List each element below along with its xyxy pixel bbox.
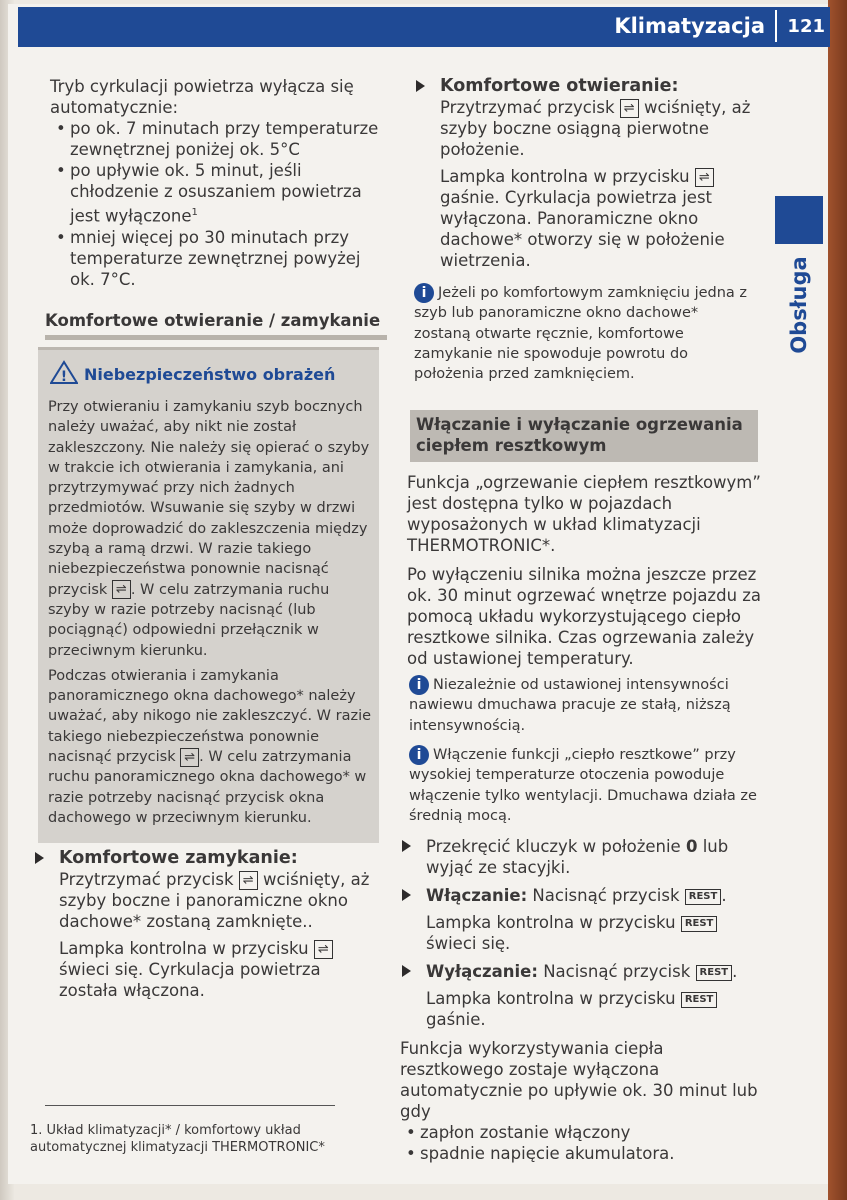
page-edge-strip <box>828 0 847 1200</box>
page-section-title: Klimatyzacja <box>614 14 765 38</box>
comfort-close-label: Komfortowe zamykanie: <box>59 848 298 868</box>
page-number: 121 <box>787 16 825 37</box>
footnote: 1. Układ klimatyzacji* / komfortowy układ automatycznej klimatyzacji THERMOTRONIC* <box>30 1123 325 1155</box>
list-item: • po upływie ok. 5 minut, jeśli chłodzenie z osuszaniem powietrza jest wyłączone$^1$ <box>50 160 385 227</box>
info-note-comfort: i Jeżeli po komfortowym zamknięciu jedna z szyb lub panoramiczne okno dachowe* zostaną otwarte ręcznie, komfortowe zamykanie nie spowoduje powrotu do położenia przed zamknięciem. <box>414 285 748 383</box>
warning-text-block <box>48 397 373 828</box>
switch-on-label: Włączanie: <box>426 886 528 905</box>
footnote-divider <box>45 1105 335 1106</box>
residual-heat-block <box>407 472 762 669</box>
intro-text: Tryb cyrkulacji powietrza wyłącza się automatycznie: <box>50 77 354 117</box>
side-tab-marker <box>775 196 823 244</box>
side-tab-label: Obsługa <box>787 256 811 354</box>
list-item: • spadnie napięcie akumulatora. <box>400 1143 760 1164</box>
list-item: • zapłon zostanie włączony <box>400 1122 760 1143</box>
comfort-close-block <box>33 848 383 1001</box>
comfort-open-step <box>414 76 764 271</box>
section-heading: Włączanie i wyłączanie ogrzewania ciepłem resztkowym <box>416 415 743 455</box>
switch-off-lamp-text: Lampka kontrolna w przycisku REST gaśnie. <box>426 988 760 1030</box>
rest-button-icon: REST <box>681 916 718 932</box>
comfort-close-text: Przytrzymać przycisk ⇌ wciśnięty, aż szyby boczne i panoramiczne okno dachowe* zostaną zamknięte.. <box>59 870 370 931</box>
list-item: • po ok. 7 minutach przy temperaturze zewnętrznej poniżej ok. 5°C <box>50 118 385 160</box>
auto-off-text: Funkcja wykorzystywania ciepła resztkowego zostaje wyłączona automatycznie po upływie ok. 30 minut lub gdy <box>400 1039 758 1121</box>
car-button-icon: ⇌ <box>112 580 131 599</box>
rest-button-icon: REST <box>681 992 718 1008</box>
left-intro-block <box>50 76 385 290</box>
arrow-right-icon <box>402 965 411 977</box>
rest-button-icon: REST <box>685 889 722 905</box>
arrow-right-icon <box>402 889 411 901</box>
comfort-open-block <box>414 76 764 271</box>
info-icon: i <box>409 745 429 765</box>
residual-heat-steps <box>400 836 760 1164</box>
header-separator <box>775 10 777 42</box>
switch-on-lamp-text: Lampka kontrolna w przycisku REST świeci się. <box>426 912 760 954</box>
list-item: • mniej więcej po 30 minutach przy temperaturze zewnętrznej powyżej ok. 7°C. <box>50 227 385 290</box>
car-button-icon: ⇌ <box>695 168 714 187</box>
info-icon: i <box>409 675 429 695</box>
warning-paragraph: Przy otwieraniu i zamykaniu szyb bocznych należy uważać, aby nikt nie został zakleszczony. Nie należy się opierać o szyby w trakcie ich otwierania i zamykania, ani przytrzymywać przy nich żadnych przedmiotów. Wsuwanie się szyby w drzwi może doprowadzić do zakleszczenia między szybą a ramą drzwi. W razie takiego niebezpieczeństwa ponownie nacisnąć przycisk ⇌ . W celu zatrzymania ruchu szyby w razie potrzeby nacisnąć (lub pociągnąć) odpowiedni przełącznik w przeciwnym kierunku. <box>48 399 370 659</box>
switch-off-label: Wyłączanie: <box>426 962 538 981</box>
key-step: Przekręcić kluczyk w położenie 0 lub wyjąć ze stacyjki. <box>400 836 760 878</box>
comfort-close-step <box>33 848 383 1001</box>
comfort-close-lamp-text: Lampka kontrolna w przycisku ⇌ świeci się. Cyrkulacja powietrza została włączona. <box>59 938 383 1001</box>
comfort-subheading: Komfortowe otwieranie / zamykanie <box>45 310 387 340</box>
info-note-ventilation: i Włączenie funkcji „ciepło resztkowe” przy wysokiej temperaturze otoczenia powoduje włączenie tylko wentylacji. Dmuchawa działa ze średnią mocą. <box>409 747 757 824</box>
comfort-open-lamp-text: Lampka kontrolna w przycisku ⇌ gaśnie. Cyrkulacja powietrza jest wyłączona. Panoramiczne okno dachowe* otworzy się w położenie wietrzenia. <box>440 167 725 270</box>
intro-bullet-list <box>50 118 385 290</box>
info-icon: i <box>414 283 434 303</box>
comfort-open-label: Komfortowe otwieranie: <box>440 76 679 96</box>
arrow-right-icon <box>35 852 44 864</box>
car-button-icon: ⇌ <box>239 871 258 890</box>
residual-heat-intro: Funkcja „ogrzewanie ciepłem resztkowym” jest dostępna tylko w pojazdach wyposażonych w układ klimatyzacji THERMOTRONIC*. <box>407 473 761 555</box>
warning-paragraph: Podczas otwierania i zamykania panoramicznego okna dachowego* należy uważać, aby nikogo nie zakleszczyć. W razie takiego niebezpieczeństwa ponownie nacisnąć przycisk ⇌ . W celu zatrzymania ruchu panoramicznego okna dachowego* w razie potrzeby nacisnąć przycisk okna dachowego w przeciwnym kierunku. <box>48 667 372 826</box>
comfort-subhead-wrap <box>45 310 387 340</box>
ignition-position: 0 <box>685 837 698 856</box>
car-button-icon: ⇌ <box>620 99 639 118</box>
warning-triangle-icon <box>50 360 78 385</box>
car-button-icon: ⇌ <box>314 940 333 959</box>
auto-off-bullet-list <box>400 1122 760 1164</box>
residual-heat-description: Po wyłączeniu silnika można jeszcze przez ok. 30 minut ogrzewać wnętrze pojazdu za pomocą układu wykorzystującego ciepło resztkowe silnika. Czas ogrzewania zależy od ustawionej temperatury. <box>407 565 762 668</box>
rest-button-icon: REST <box>696 965 733 981</box>
car-button-icon: ⇌ <box>180 748 199 767</box>
arrow-right-icon <box>416 80 425 92</box>
info-note-blower: i Niezależnie od ustawionej intensywności nawiewu dmuchawa pracuje ze stałą, niższą intensywnością. <box>409 677 731 734</box>
comfort-open-text: Przytrzymać przycisk ⇌ wciśnięty, aż szyby boczne osiągną pierwotne położenie. <box>440 98 751 159</box>
footnote-marker: 1 <box>191 207 198 218</box>
switch-off-step: Wyłączanie: Nacisnąć przycisk REST . Lampka kontrolna w przycisku REST gaśnie. <box>400 961 760 1030</box>
warning-title: ! Niebezpieczeństwo obrażeń <box>50 360 335 385</box>
switch-on-step: Włączanie: Nacisnąć przycisk REST . Lampka kontrolna w przycisku REST świeci się. <box>400 885 760 954</box>
svg-text:!: ! <box>60 369 68 385</box>
arrow-right-icon <box>402 840 411 852</box>
